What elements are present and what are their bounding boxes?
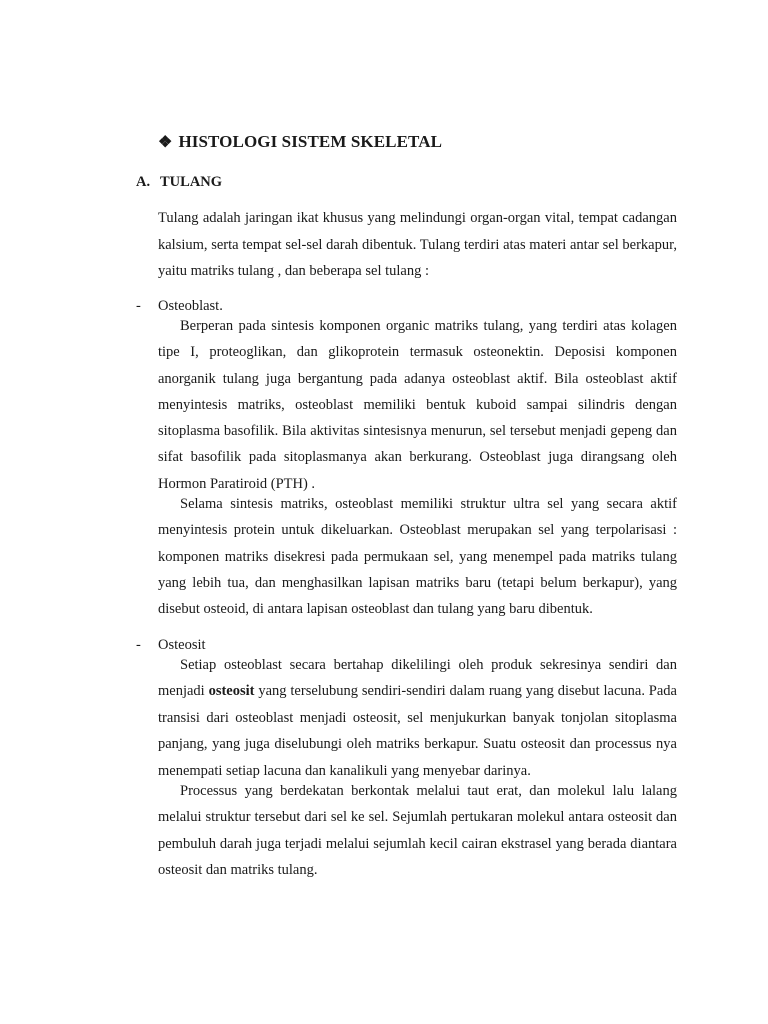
dash-bullet: - [136,298,141,314]
list-item-label: Osteoblast. [158,298,223,314]
document-title [158,132,442,152]
section-heading [136,174,222,191]
osteoblast-paragraph-1: Berperan pada sintesis komponen organic matriks tulang, yang terdiri atas kolagen tipe I, proteoglikan, dan glikoprotein termasuk osteonektin. Deposisi komponen anorganik tulang juga bergantung pada adanya osteoblast aktif. Bila osteoblast aktif menyintesis matriks, osteoblast memiliki bentuk kuboid sampai silindris dengan sitoplasma basofilik. Bila aktivitas sintesisnya menurun, sel tersebut menjadi gepeng dan sifat basofilik pada sitoplasmanya akan berkurang. Osteoblast juga dirangsang oleh Hormon Paratiroid (PTH) . [158,318,677,492]
section-heading-text: TULANG [160,174,223,190]
section-letter: A. [136,174,151,190]
list-item-label: Osteosit [158,637,206,653]
osteosit-paragraph-2: Processus yang berdekatan berkontak melalui taut erat, dan molekul lalu lalang melalui struktur tersebut dari sel ke sel. Sejumlah pertukaran molekul antara osteosit dan pembuluh darah juga terjadi melalui sejumlah kecil cairan ekstrasel yang berada diantara osteosit dan matriks tulang. [158,783,677,879]
diamond-bullet-icon: ❖ [158,134,173,151]
intro-paragraph: Tulang adalah jaringan ikat khusus yang melindungi organ-organ vital, tempat cadangan kalsium, serta tempat sel-sel darah dibentuk. Tulang terdiri atas materi antar sel berkapur, yaitu matriks tulang , dan beberapa sel tulang : [158,210,677,279]
title-text: HISTOLOGI SISTEM SKELETAL [178,132,443,151]
dash-bullet: - [136,637,141,653]
osteosit-text-after: yang terselubung sendiri-sendiri dalam ruang yang disebut lacuna. Pada transisi dari osteoblast menjadi osteosit, sel menjukurkan banyak tonjolan sitoplasma panjang, yang juga diselubungi oleh matriks berkapur. Suatu osteosit dan processus nya menempati setiap lacuna dan kanalikuli yang menyebar darinya. [158,683,677,779]
osteosit-bold-term: osteosit [208,683,255,700]
osteosit-paragraph-1 [158,652,677,784]
osteoblast-paragraph-2: Selama sintesis matriks, osteoblast memiliki struktur ultra sel yang secara aktif menyintesis protein untuk dikeluarkan. Osteoblast merupakan sel yang terpolarisasi : komponen matriks disekresi pada permukaan sel, yang menempel pada matriks tulang yang lebih tua, dan menghasilkan lapisan matriks baru (tetapi belum berkapur), yang disebut osteoid, di antara lapisan osteoblast dan tulang yang baru dibentuk. [158,496,677,618]
osteosit-text-before: Setiap osteoblast secara bertahap dikelilingi oleh produk sekresinya sendiri dan menjadi [158,657,677,700]
